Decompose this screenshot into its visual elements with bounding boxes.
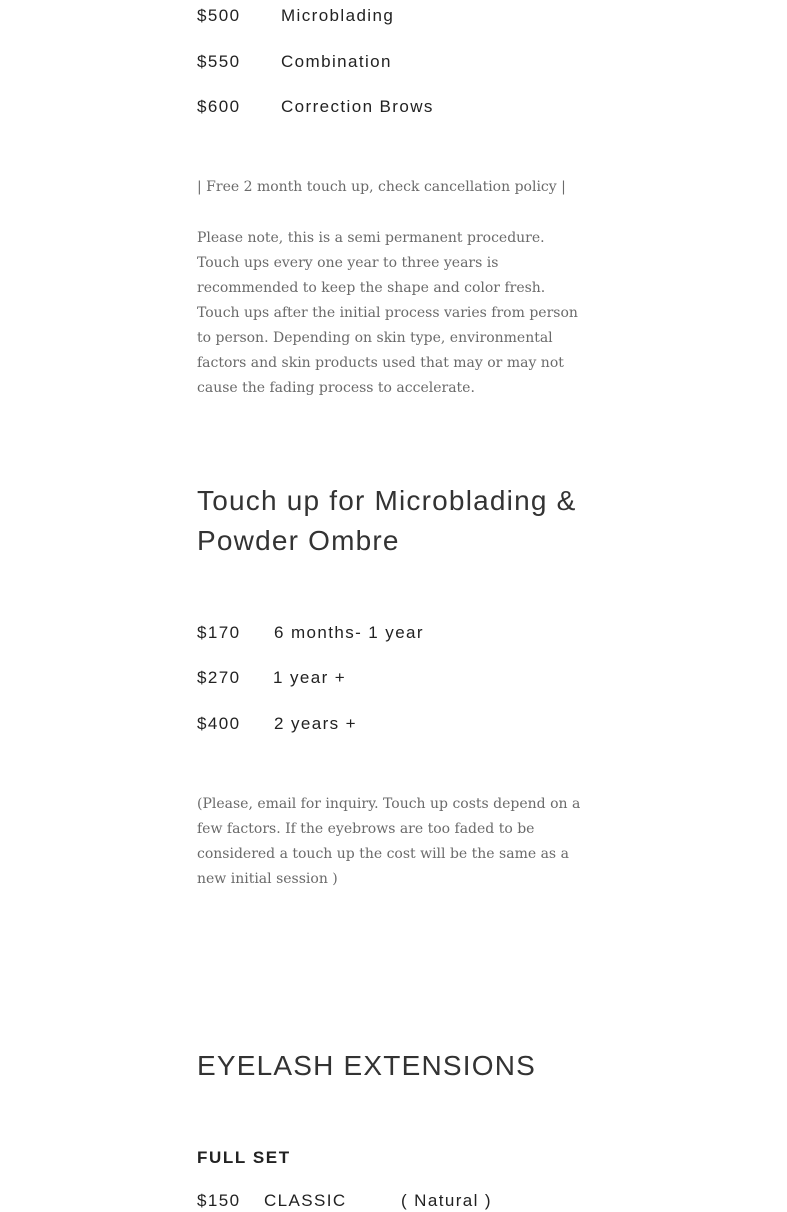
touch-up-policy-note: | Free 2 month touch up, check cancellation policy |	[197, 179, 566, 195]
price-row-classic	[197, 1190, 492, 1212]
price-row-touch-up-6-months	[197, 622, 424, 644]
service-label: Microblading	[281, 6, 395, 25]
service-label: Combination	[281, 52, 392, 71]
price-value: $550	[197, 52, 241, 71]
price-row-microblading	[197, 5, 395, 27]
semi-permanent-note: Please note, this is a semi permanent procedure. Touch ups every one year to three years is recommended to keep the shape and color fresh. Touch ups after the initial process varies from person to person. Depending on skin type, environmental factors and skin products used that may or may not cause the fading process to accelerate.	[197, 230, 578, 396]
touch-up-section-title: Touch up for Microblading & Powder Ombre	[197, 485, 577, 556]
eyelash-section-title: EYELASH EXTENSIONS	[197, 1050, 537, 1081]
price-row-touch-up-1-year	[197, 667, 347, 689]
price-row-correction-brows	[197, 96, 434, 118]
price-value: $500	[197, 6, 241, 25]
service-note: ( Natural )	[401, 1191, 492, 1210]
service-label: 2 years +	[274, 714, 357, 733]
service-label: Correction Brows	[281, 97, 434, 116]
price-value: $400	[197, 714, 241, 733]
price-value: $150	[197, 1191, 241, 1210]
price-value: $170	[197, 623, 241, 642]
service-label: CLASSIC	[264, 1191, 347, 1210]
touch-up-inquiry-note: (Please, email for inquiry. Touch up costs depend on a few factors. If the eyebrows are too faded to be considered a touch up the cost will be the same as a new initial session )	[197, 796, 581, 887]
price-row-touch-up-2-years	[197, 713, 357, 735]
price-value: $270	[197, 668, 241, 687]
full-set-label: FULL SET	[197, 1148, 291, 1167]
price-row-combination	[197, 51, 392, 73]
service-label: 1 year +	[273, 668, 347, 687]
price-value: $600	[197, 97, 241, 116]
service-label: 6 months- 1 year	[274, 623, 424, 642]
